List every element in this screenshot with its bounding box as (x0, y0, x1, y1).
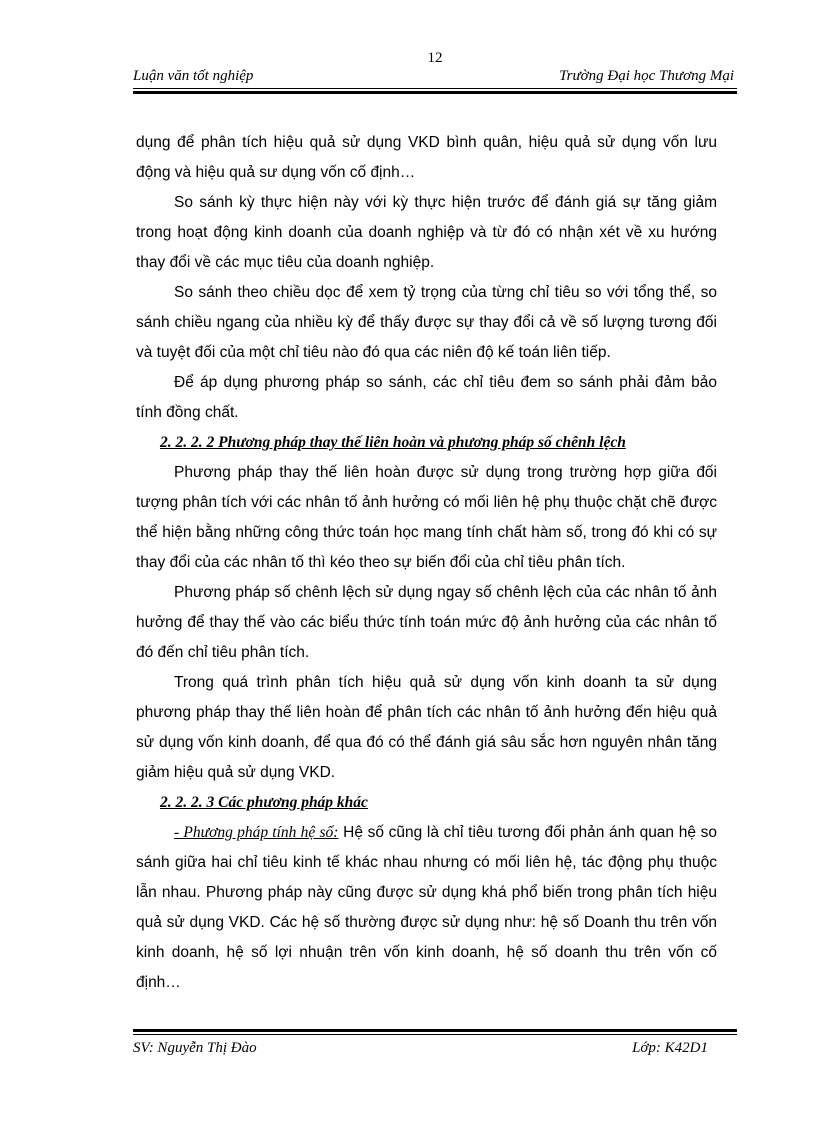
footer-student-name: SV: Nguyễn Thị Đào (133, 1040, 257, 1056)
body-paragraph-6: Phương pháp số chênh lệch sử dụng ngay số chênh lệch của các nhân tố ảnh hưởng để thay thế vào các biểu thức tính toán mức độ ảnh hưởng của các nhân tố đó đến chỉ tiêu phân tích. (136, 584, 717, 661)
footer-rule-thick (133, 1029, 737, 1032)
body-paragraph-2: So sánh kỳ thực hiện này với kỳ thực hiện trước để đánh giá sự tăng giảm trong hoạt động kinh doanh của doanh nghiệp và từ đó có nhận xét về xu hướng thay đổi về các mục tiêu của doanh nghiệp. (136, 194, 717, 271)
body-paragraph-1: dụng để phân tích hiệu quả sử dụng VKD bình quân, hiệu quả sử dụng vốn lưu động và hiệu quả sư dụng vốn cố định… (136, 134, 717, 181)
page-header (133, 68, 736, 88)
coefficient-method-text: Hệ số cũng là chỉ tiêu tương đối phản ánh quan hệ so sánh giữa hai chỉ tiêu kinh tế khác nhau nhưng có mối liên hệ, tác động phụ thuộc lẫn nhau. Phương pháp này cũng được sử dụng khá phổ biến trong phân tích hiệu quả sử dụng VKD. Các hệ số thường được sử dụng như: hệ số Doanh thu trên vốn kinh doanh, hệ số lợi nhuận trên vốn kinh doanh, hệ số doanh thu trên vốn cố định… (136, 824, 717, 991)
header-rule-thin (133, 88, 737, 89)
section-heading-2223: 2. 2. 2. 2 Phương pháp thay thế liên hoàn và phương pháp số chênh lệch (160, 434, 626, 451)
body-paragraph-3: So sánh theo chiều dọc để xem tỷ trọng của từng chỉ tiêu so với tổng thể, so sánh chiều ngang của nhiều kỳ để thấy được sự thay đổi cả về số lượng tương đối và tuyệt đối của một chỉ tiêu nào đó qua các niên độ kế toán liên tiếp. (136, 284, 717, 361)
header-rule-thick (133, 91, 737, 94)
header-thesis-label: Luận văn tốt nghiệp (133, 68, 254, 84)
body-paragraph-7: Trong quá trình phân tích hiệu quả sử dụng vốn kinh doanh ta sử dụng phương pháp thay thế liên hoàn để phân tích các nhân tố ảnh hưởng đến hiệu quả sử dụng vốn kinh doanh, để qua đó có thể đánh giá sâu sắc hơn nguyên nhân tăng giảm hiệu quả sử dụng VKD. (136, 674, 717, 781)
footer-class-code: Lớp: K42D1 (632, 1040, 708, 1056)
page-body (136, 128, 717, 998)
header-university-name: Trường Đại học Thương Mại (559, 68, 734, 84)
page-footer (133, 1040, 736, 1060)
body-paragraph-8 (136, 818, 717, 998)
coefficient-method-label: - Phương pháp tính hệ số: (174, 824, 339, 841)
body-paragraph-4: Để áp dụng phương pháp so sánh, các chỉ tiêu đem so sánh phải đảm bảo tính đồng chất. (136, 374, 717, 421)
page-number: 12 (427, 50, 443, 66)
body-paragraph-5: Phương pháp thay thế liên hoàn được sử dụng trong trường hợp giữa đối tượng phân tích với các nhân tố ảnh hưởng có mối liên hệ phụ thuộc chặt chẽ được thể hiện bằng những công thức toán học mang tính chất hàm số, trong đó khi có sự thay đổi của các nhân tố thì kéo theo sự biến đổi của chỉ tiêu phân tích. (136, 464, 717, 571)
footer-rule-thin (133, 1034, 737, 1035)
section-heading-2224: 2. 2. 2. 3 Các phương pháp khác (160, 794, 368, 811)
